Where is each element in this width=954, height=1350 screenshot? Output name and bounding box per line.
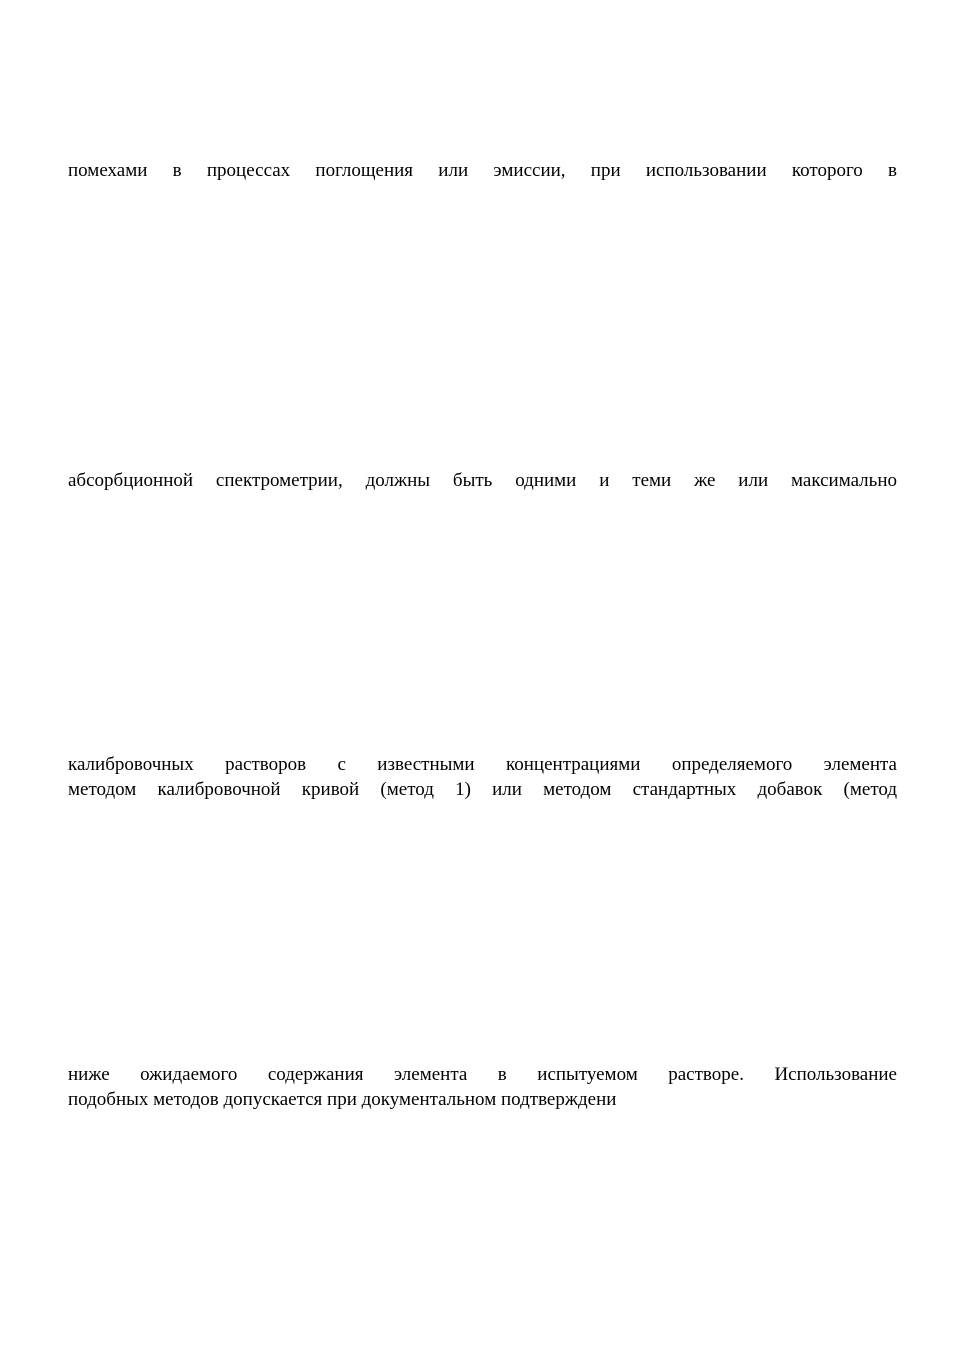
text-line: абсорбционной спектрометрии, должны быть одними и теми же или максимально <box>68 470 897 491</box>
text-line: методом калибровочной кривой (метод 1) или методом стандартных добавок (метод <box>68 779 897 800</box>
text-line: калибровочных растворов с известными концентрациями определяемого элемента <box>68 754 897 775</box>
text-line: помехами в процессах поглощения или эмиссии, при использовании которого в <box>68 160 897 181</box>
text-line: подобных методов допускается при документальном подтверждени <box>68 1089 617 1110</box>
text-line: ниже ожидаемого содержания элемента в испытуемом растворе. Использование <box>68 1064 897 1085</box>
